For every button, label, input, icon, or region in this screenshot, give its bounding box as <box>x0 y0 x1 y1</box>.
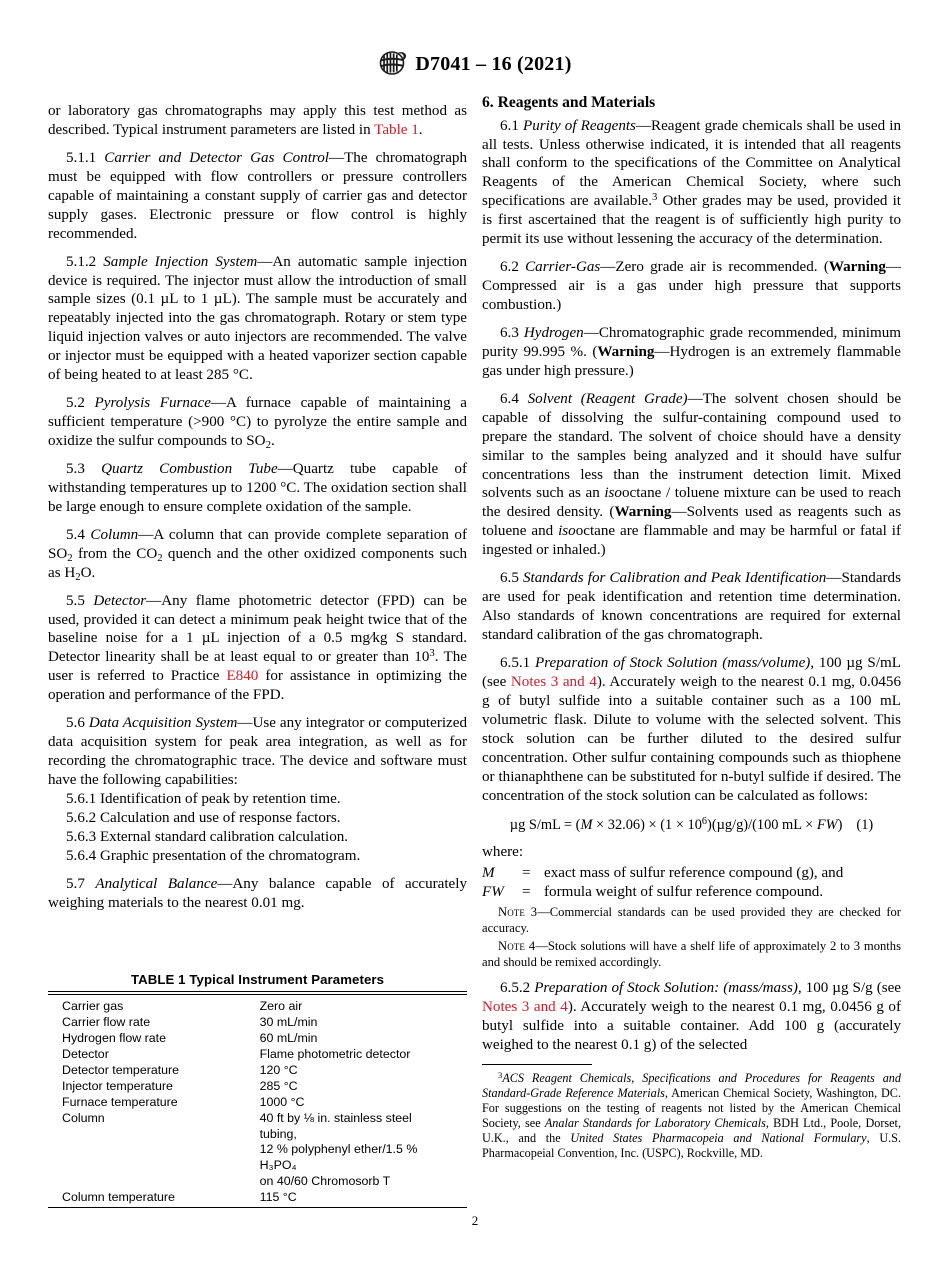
param-name: Detector temperature <box>62 1062 180 1077</box>
section-body-5-5-a: —Any flame photometric detector (FPD) can be used, provided it can detect a minimum peak height twice that of the baseline noise for a 1 µL injection of a 0.5 mg⁄kg S standard. Detector linearity shall be at least equal to or greater than 10 <box>48 592 467 666</box>
subscript-so2-b: 2 <box>67 551 73 564</box>
paragraph-5-5 <box>48 592 467 706</box>
definition-text-m: exact mass of sulfur reference compound (g), and <box>544 865 844 882</box>
section-body-6-3-a: —Chromatographic grade recommended, minimum purity 99.995 %. ( <box>482 324 901 360</box>
section-body-5-3: —Quartz tube capable of withstanding temperatures up to 1200 °C. The oxidation section shall be large enough to ensure complete oxidation of the sample. <box>48 460 467 515</box>
footnote-text-2: , BDH Ltd., Poole, Dorset, U.K., and the <box>482 1116 901 1146</box>
section-body-6-1-b: Other grades may be used, provided it is first ascertained that the reagent is of sufficiently high purity to permit its use without lessening the accuracy of the determination. <box>482 193 902 248</box>
equals-sign: = <box>522 884 531 901</box>
paragraph-5-2 <box>48 394 467 451</box>
paragraph-5-4 <box>48 526 467 583</box>
equation-1 <box>482 816 901 834</box>
paragraph-6-2 <box>482 258 901 315</box>
right-column <box>482 93 901 1161</box>
table-row <box>48 1111 467 1191</box>
subscript-h2o: 2 <box>75 570 81 583</box>
table-row <box>48 1047 467 1063</box>
section-number-5-1-1: 5.1.1 <box>66 149 97 166</box>
equation-mid-2: )(µg/g)/(100 mL × <box>707 817 817 834</box>
section-body-5-7: —Any balance capable of accurately weighing materials to the nearest 0.01 mg. <box>48 875 467 911</box>
section-title-5-5: Detector <box>93 592 147 609</box>
section-body-5-1-1: —The chromatograph must be equipped with flow controllers or pressure controllers capable of maintaining a constant supply of carrier gas and detector supply gases. Electronic pressure or flow control is highly recommended. <box>48 149 467 242</box>
section-body-6-5: —Standards are used for peak identification and retention time determination. Also standards of known concentrations are required for external standard calibration of the gas chromatograph. <box>482 570 901 643</box>
equation-lhs: µg S/mL = ( <box>509 817 581 834</box>
symbol-fw: FW <box>482 884 504 901</box>
table-row <box>48 1079 467 1095</box>
where-label: where: <box>482 843 524 860</box>
param-value-line: on 40/60 Chromosorb T <box>259 1174 391 1189</box>
section-body-6-2-b: —Compressed air is a gas under high pressure that supports combustion.) <box>482 259 901 313</box>
paragraph-6-5-2 <box>482 979 901 1055</box>
section-number-5-7: 5.7 <box>66 875 85 892</box>
section-body-6-4-c: —Solvents used as reagents such as toluene and <box>482 504 901 540</box>
section-number-6-5-1: 6.5.1 <box>500 654 531 671</box>
section-body-5-4-c: quench and the other oxidized components such as H <box>48 545 467 581</box>
note-4 <box>482 939 901 970</box>
section-body-6-5-2-b: ). Accurately weigh to the nearest 0.1 mg, 0.0456 g of butyl sulfide into a suitable container. Add 100 g (accurately weighed to the nearest 0.1 g) of the selected <box>482 999 902 1054</box>
paragraph-5-7 <box>48 875 467 913</box>
param-name: Hydrogen flow rate <box>62 1030 166 1045</box>
note-4-label: Note 4 <box>498 939 536 954</box>
table-1-parameters <box>48 995 467 1206</box>
footnote-number: 3 <box>498 1069 503 1080</box>
equation-var-m: M <box>580 817 593 834</box>
intro-text-b: . <box>418 121 423 138</box>
section-number-6-3: 6.3 <box>500 324 519 341</box>
iso-prefix: iso <box>604 485 622 502</box>
footnote-title-1: ACS Reagent Chemicals, Specifications and Procedures for Reagents and Standard-Grade Reference Materials <box>482 1071 901 1101</box>
section-number-6-5-2: 6.5.2 <box>500 980 531 997</box>
param-value-multiline <box>260 1111 467 1191</box>
paragraph-6-4 <box>482 390 901 560</box>
paragraph-6-5 <box>482 569 901 645</box>
param-name: Detector <box>62 1046 109 1061</box>
table-body <box>48 995 467 1206</box>
section-body-6-5-1-a: 100 µg S/mL (see <box>482 654 901 690</box>
warning-label: Warning <box>828 259 886 276</box>
param-value-line: 12 % polyphenyl ether/1.5 % <box>259 1142 418 1157</box>
param-name: Column <box>62 1110 105 1125</box>
section-body-5-4-d: O. <box>80 564 96 581</box>
table-row <box>48 1190 467 1206</box>
note-4-text: —Stock solutions will have a shelf life of approximately 2 to 3 months and should be remixed accordingly. <box>482 939 901 969</box>
equation-exponent: 6 <box>701 816 708 828</box>
section-title-5-7: Analytical Balance <box>95 875 218 892</box>
param-value-line: tubing, <box>259 1126 297 1141</box>
section-number-6-4: 6.4 <box>500 390 519 407</box>
left-column <box>48 93 467 913</box>
section-heading-6: 6. Reagents and Materials <box>482 94 656 111</box>
section-number-5-5: 5.5 <box>66 592 85 609</box>
paragraph-6-3 <box>482 324 901 381</box>
equals-sign: = <box>522 865 531 882</box>
note-3-label: Note 3 <box>498 905 538 920</box>
paragraph-5-1-1 <box>48 149 467 244</box>
practice-e840-link[interactable]: E840 <box>226 668 259 685</box>
section-number-6-2: 6.2 <box>500 259 519 276</box>
footnote-separator <box>482 1064 592 1065</box>
section-body-6-4-b: octane / toluene mixture can be used to reach the desired density. ( <box>482 485 901 521</box>
standard-designation: D7041 – 16 (2021) <box>415 53 572 75</box>
param-value: 285 °C <box>259 1078 298 1093</box>
section-body-5-4-a: —A column that can provide complete separation of SO <box>48 526 468 562</box>
table-1-link[interactable]: Table 1 <box>374 121 419 138</box>
table-1-title: TABLE 1 Typical Instrument Parameters <box>130 972 385 987</box>
page-header <box>0 50 950 82</box>
section-body-5-1-2: —An automatic sample injection device is required. The injector must allow the introduction of small sample sizes (0.1 µL to 1 µL). The sample must be accurately and repeatably injected into the gas chromatograph. Rotary or stem type liquid injection valves or auto injectors are recommended. The valve or injector must be equipped with a heated vaporizer section capable of being heated to at least 285 °C. <box>48 253 467 384</box>
section-body-6-5-1-b: ). Accurately weigh to the nearest 0.1 mg, 0.0456 g of butyl sulfide into a suitable container such as a 100 mL volumetric flask. Dilute to volume with the selected solvent. This stock solution can be further diluted to the desired sulfur concentration. Other sulfur containing compounds such as thiophene or thianaphthene can be substituted for n-butyl sulfide if desired. The concentration of the stock solution can be calculated as follows: <box>482 673 902 804</box>
section-body-5-5-c: for assistance in optimizing the operation and performance of the FPD. <box>48 668 467 704</box>
param-name: Carrier gas <box>62 999 124 1013</box>
astm-logo <box>378 50 408 82</box>
section-body-5-2-a: —A furnace capable of maintaining a sufficient temperature (>900 °C) to pyrolyze the entire sample and oxidize the sulfur compounds to SO <box>48 395 467 449</box>
section-body-5-6: —Use any integrator or computerized data acquisition system for peak area integration, as well as for recording the chromatographic trace. The device and software must have the following capabilities: <box>48 715 467 788</box>
section-body-5-5-b: . The user is referred to Practice <box>48 649 467 685</box>
paragraph-5-6-1: 5.6.1 Identification of peak by retention time. <box>66 790 341 807</box>
paragraph-5-6-2: 5.6.2 Calculation and use of response factors. <box>66 809 341 826</box>
param-name: Furnace temperature <box>62 1094 178 1109</box>
section-title-6-5-1: Preparation of Stock Solution (mass/volume), <box>535 654 815 671</box>
footnote-title-3: United States Pharmacopeia and National Formulary <box>570 1131 867 1146</box>
paragraph-intro-continued <box>48 102 467 140</box>
section-number-5-3: 5.3 <box>66 460 85 477</box>
table-bottom-rule <box>48 1207 467 1208</box>
section-number-5-2: 5.2 <box>66 395 85 412</box>
section-body-6-4-a: —The solvent chosen should be capable of dissolving the sulfur-containing compound used to prepare the standard. The solvent of choice should have a density similar to the samples being analyzed and it should have sulfur concentrations less than the instrument detection limit. Mixed solvents such as an <box>482 390 902 502</box>
section-body-6-3-b: —Hydrogen is an extremely flammable gas under high pressure.) <box>482 343 901 379</box>
section-title-5-1-2: Sample Injection System <box>103 253 258 270</box>
section-number-5-4: 5.4 <box>66 526 85 543</box>
param-value-line: 40 ft by ⅛ in. stainless steel <box>259 1110 412 1125</box>
note-3 <box>482 905 901 936</box>
intro-text-a: or laboratory gas chromatographs may apply this test method as described. Typical instrument parameters are listed in <box>48 103 467 138</box>
param-value: Zero air <box>259 999 303 1013</box>
section-title-6-3: Hydrogen <box>523 324 584 341</box>
table-row <box>48 995 467 1015</box>
definition-row <box>482 864 901 883</box>
param-value: Flame photometric detector <box>259 1046 411 1061</box>
paragraph-5-6-3: 5.6.3 External standard calibration calculation. <box>66 828 349 845</box>
iso-prefix: iso <box>558 523 576 540</box>
section-body-6-2-a: —Zero grade air is recommended. ( <box>600 259 829 276</box>
section-title-5-1-1: Carrier and Detector Gas Control <box>104 149 329 166</box>
section-title-6-5-2: Preparation of Stock Solution: (mass/mass), <box>534 980 802 997</box>
paragraph-5-3 <box>48 460 467 517</box>
notes-3-and-4-link[interactable]: Notes 3 and 4 <box>482 999 568 1016</box>
section-number-5-6: 5.6 <box>66 715 85 732</box>
section-number-5-1-2: 5.1.2 <box>66 253 97 270</box>
section-number-6-1: 6.1 <box>500 117 519 134</box>
param-name: Injector temperature <box>62 1078 173 1093</box>
footnote-title-2: Analar Standards for Laboratory Chemicals <box>544 1116 766 1131</box>
footnote-text-3: , U.S. Pharmacopeial Convention, Inc. (USPC), Rockville, MD. <box>482 1131 901 1161</box>
table-row <box>48 1063 467 1079</box>
section-title-5-2: Pyrolysis Furnace <box>94 395 211 412</box>
symbol-m: M <box>482 865 495 882</box>
param-value: 60 mL/min <box>259 1030 318 1045</box>
symbol-definitions <box>482 864 901 902</box>
section-body-6-1-a: —Reagent grade chemicals shall be used in all tests. Unless otherwise indicated, it is intended that all reagents shall conform to the specifications of the Committee on Analytical Reagents of the American Chemical Society, where such specifications are available. <box>482 117 902 210</box>
table-row <box>48 1095 467 1111</box>
notes-3-and-4-link[interactable]: Notes 3 and 4 <box>510 673 597 690</box>
param-value: 115 °C <box>259 1190 297 1205</box>
section-body-6-5-2-a: 100 µg S/g (see <box>801 980 901 997</box>
footnote-marker-3[interactable]: 3 <box>652 191 658 204</box>
footnote-3 <box>482 1071 901 1161</box>
param-value: 30 mL/min <box>259 1014 318 1029</box>
section-title-5-6: Data Acquisition System <box>88 715 238 732</box>
footnote-text-1: , American Chemical Society, Washington, DC. For suggestions on the testing of reagents not listed by the American Chemical Society, see <box>482 1086 901 1131</box>
paragraph-6-1 <box>482 117 901 250</box>
definition-text-fw: formula weight of sulfur reference compound. <box>544 884 824 901</box>
paragraph-5-1-2 <box>48 253 467 386</box>
table-row <box>48 1015 467 1031</box>
superscript-ten-cubed: 3 <box>429 647 435 660</box>
param-value-line: H₃PO₄ <box>259 1158 297 1173</box>
section-title-6-4: Solvent (Reagent Grade) <box>527 390 688 407</box>
paragraph-6-5-1 <box>482 654 901 806</box>
note-3-text: —Commercial standards can be used provided they are checked for accuracy. <box>482 905 902 935</box>
page-number: 2 <box>471 1213 479 1228</box>
equation-mid-1: × 32.06) × (1 × 10 <box>592 817 702 834</box>
table-row <box>48 1031 467 1047</box>
equation-number: (1) <box>856 817 874 834</box>
section-body-6-4-d: octane are flammable and may be harmful or fatal if ingested or inhaled.) <box>482 523 901 559</box>
section-body-5-2-b: . <box>270 433 275 449</box>
subscript-co2: 2 <box>157 551 163 564</box>
paragraph-5-6 <box>48 714 467 790</box>
param-value: 1000 °C <box>259 1094 305 1109</box>
section-body-5-4-b: from the CO <box>72 545 158 562</box>
section-title-5-4: Column <box>90 526 139 543</box>
warning-label: Warning <box>597 343 655 360</box>
param-value: 120 °C <box>259 1062 298 1077</box>
definition-row <box>482 883 901 902</box>
equation-var-fw: FW <box>816 817 838 834</box>
section-title-6-2: Carrier-Gas <box>525 259 601 276</box>
equation-rhs: ) <box>837 817 843 834</box>
param-name: Carrier flow rate <box>62 1014 151 1029</box>
table-1-block <box>48 972 467 1208</box>
paragraph-5-6-4: 5.6.4 Graphic presentation of the chromatogram. <box>66 847 361 864</box>
section-number-6-5: 6.5 <box>500 570 519 587</box>
section-title-6-5: Standards for Calibration and Peak Identification <box>522 570 827 587</box>
warning-label: Warning <box>614 504 672 521</box>
param-name: Column temperature <box>62 1190 175 1205</box>
section-title-5-3: Quartz Combustion Tube <box>101 460 278 477</box>
subscript-so2: 2 <box>265 438 271 451</box>
section-title-6-1: Purity of Reagents <box>522 117 636 134</box>
